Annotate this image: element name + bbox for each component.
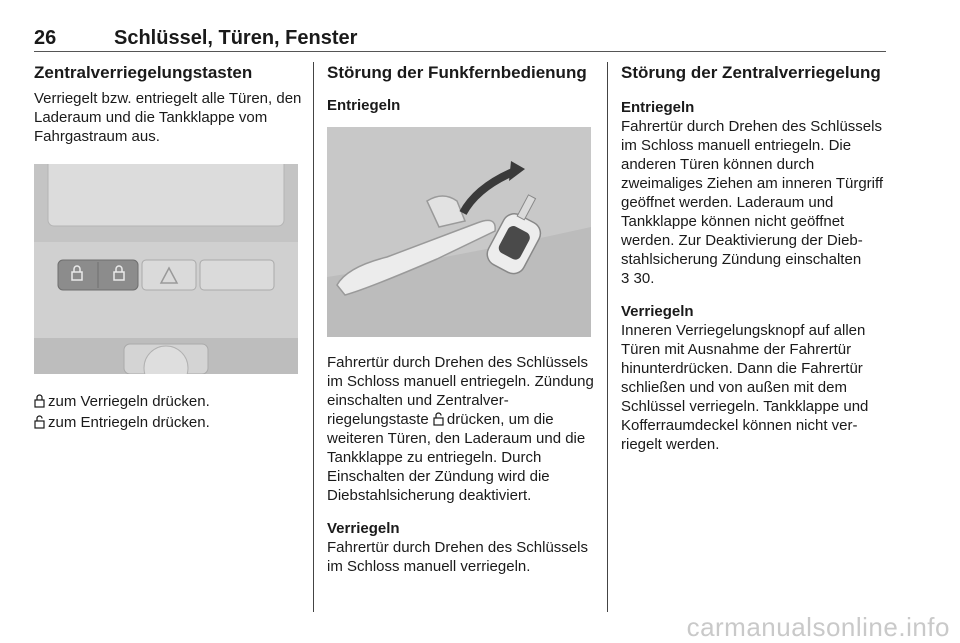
page-reference[interactable]: 3 30.	[621, 270, 655, 287]
column-central-locking-buttons	[34, 62, 302, 432]
unlock-paragraph: Fahrertür durch Drehen des Schlüssels im Schloss manuell entriegeln. Die anderen Türen können durch zweimaliges Ziehen am inneren Türgriff geöffnet werden. Laderaum und Tankklappe können nicht geöffnet werden. Zur Deaktivierung der Diebstahlsicherung Zündung einschalten	[621, 118, 884, 268]
watermark: carmanualsonline.info	[686, 612, 950, 642]
section-heading: Störung der Funkfernbedienung	[327, 63, 587, 82]
subheading-lock: Verriegeln	[621, 303, 694, 320]
section-heading: Zentralverriegelungstasten	[34, 63, 253, 82]
subheading-unlock: Entriegeln	[621, 99, 695, 116]
central-locking-buttons-illustration	[34, 164, 298, 374]
door-handle-key-illustration	[327, 127, 591, 337]
column-remote-malfunction	[327, 62, 595, 576]
lock-paragraph: Fahrertür durch Drehen des Schlüssels im Schloss manuell verriegeln.	[327, 539, 588, 575]
column-divider	[607, 62, 608, 612]
lock-open-icon	[34, 415, 45, 429]
unlock-instruction: zum Entriegeln drücken.	[34, 413, 302, 432]
lock-open-icon	[433, 412, 444, 426]
lock-paragraph: Inneren Verriegelungsknopf auf allen Türen mit Ausnahme der Fahrertür hinunterdrücken. Dann die Fahrertür schließen und von außen mit dem Schlüssel verriegeln. Tankklappe und Kofferraumdeckel können nicht verriegelt werden.	[621, 322, 869, 453]
unlock-paragraph: Fahrertür durch Drehen des Schlüssels im Schloss manuell entriegeln. Zündung einschalten und Zentralverriegelungstaste drücken, um die weiteren Türen, den Laderaum und die Tankklappe zu entriegeln. Durch Einschalten der Zündung wird die Diebstahlsicherung deaktiviert.	[327, 354, 594, 504]
door-handle-drawing	[327, 127, 591, 337]
chapter-title: Schlüssel, Türen, Fenster	[114, 27, 358, 49]
subheading-unlock: Entriegeln	[327, 97, 401, 114]
lock-instruction: zum Verriegeln drücken.	[34, 392, 302, 411]
column-divider	[313, 62, 314, 612]
lock-closed-icon	[34, 394, 45, 408]
page-header	[34, 27, 886, 52]
page-number: 26	[34, 27, 57, 49]
console-drawing	[34, 164, 298, 374]
column-central-locking-malfunction	[621, 62, 891, 454]
intro-paragraph: Verriegelt bzw. entriegelt alle Türen, den Laderaum und die Tankklappe vom Fahrgastraum aus.	[34, 90, 302, 145]
subheading-lock: Verriegeln	[327, 520, 400, 537]
section-heading: Störung der Zentralverriegelung	[621, 63, 881, 82]
